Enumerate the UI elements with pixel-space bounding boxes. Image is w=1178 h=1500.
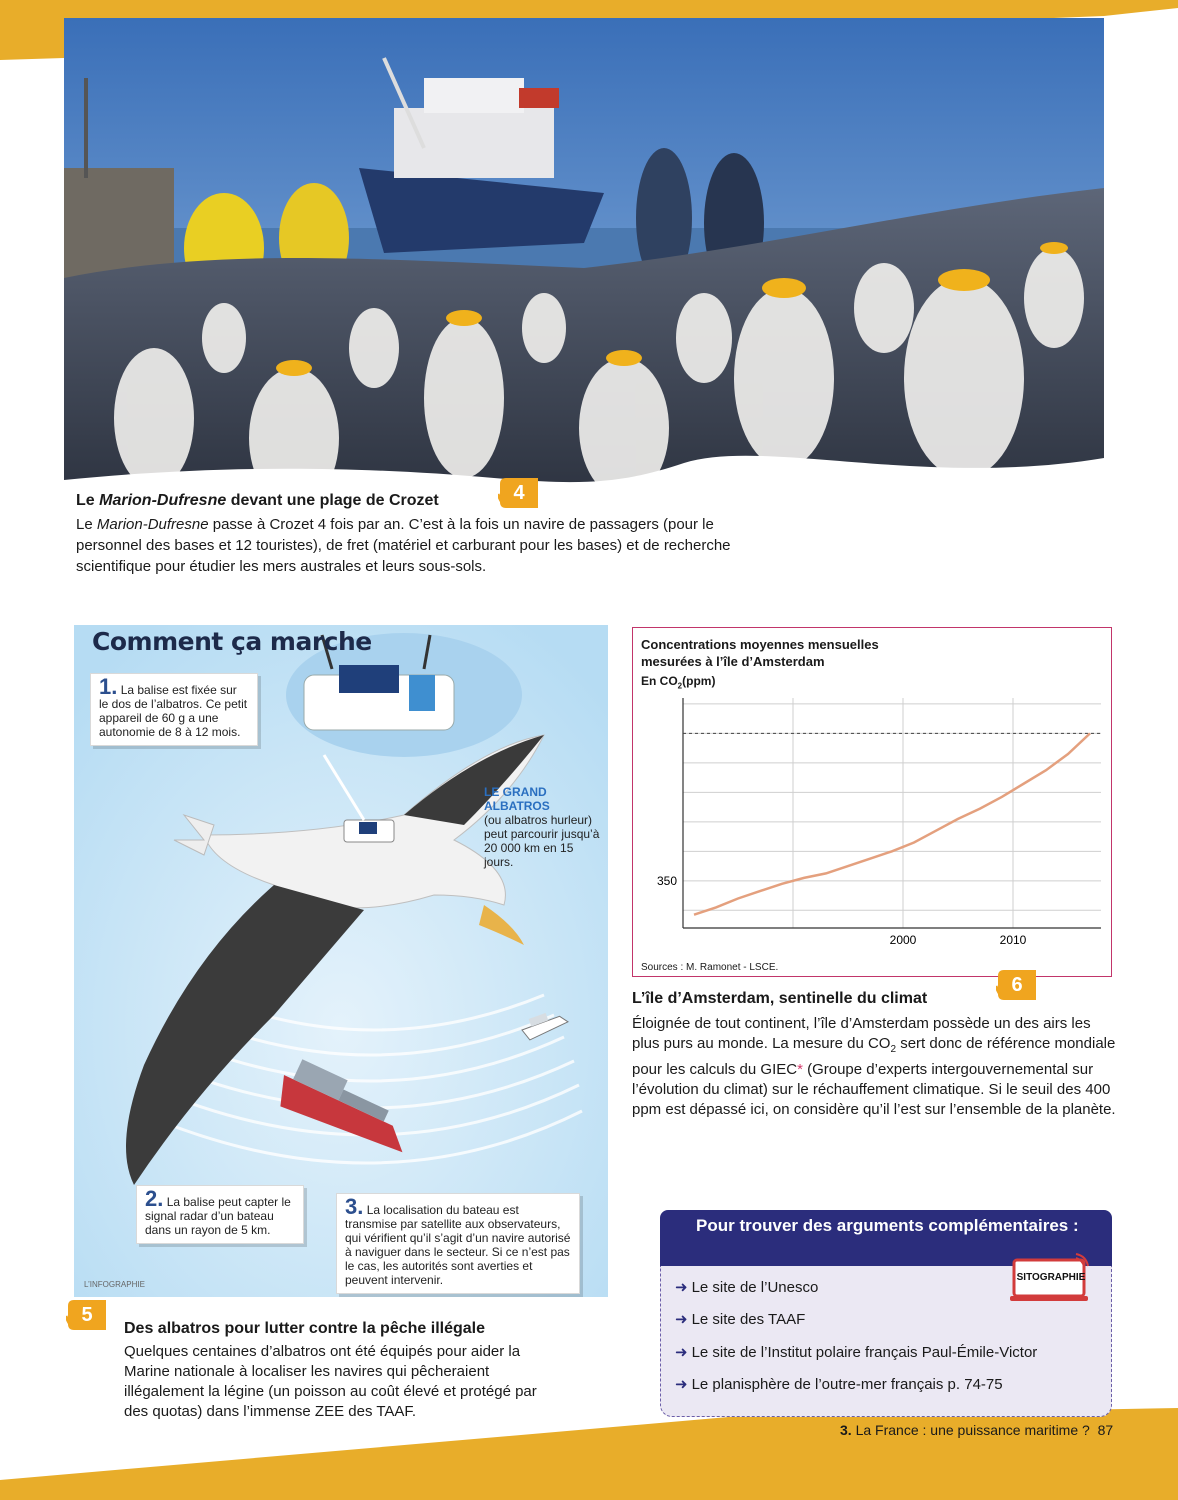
caption-6-body: Éloignée de tout continent, l’île d’Amsterdam possède un des airs les plus purs au monde. La mesure du $CO_2$ sert donc de référence mondiale pour les calculs du GIEC* (Groupe d’experts intergouvernemental sur l’évolution du climat) sur le réchauffement climatique. Si le seuil des 400 ppm est dépassé ici, on considère qu’il l’est sur l’ensemble de la planète.: [632, 1015, 1116, 1118]
infographic-credit: L’INFOGRAPHIE: [84, 1280, 145, 1289]
albatros-infographic: [74, 625, 608, 1297]
chapter-title: La France : une puissance maritime ?: [851, 1422, 1090, 1438]
sitography-box: [660, 1210, 1112, 1418]
caption-4-body: Le Marion-Dufresne passe à Crozet 4 fois par an. C’est à la fois un navire de passagers (pour le personnel des bases et 12 touristes), de fret (matériel et carburant pour les bases) et de recherche scientifique pour étudier les mers australes et leurs sous-sols.: [76, 516, 731, 575]
chapter-number: 3.: [840, 1422, 852, 1438]
sitography-link-taaf[interactable]: ➜ Le site des TAAF: [675, 1311, 806, 1328]
caption-document-4: [76, 492, 776, 577]
albatros-label: LE GRAND ALBATROS (ou albatros hurleur) peut parcourir jusqu’à 20 000 km en 15 jours.: [484, 785, 600, 869]
caption-4-title: Le Marion-Dufresne devant une plage de Crozet: [76, 492, 439, 509]
co2-chart: [632, 627, 1112, 977]
infographic-note-1: 1. La balise est fixée sur le dos de l’albatros. Ce petit appareil de 60 g a une autonomie de 8 à 12 mois.: [90, 673, 258, 746]
co2-series-line: [694, 733, 1090, 914]
infographic-note-2: 2. La balise peut capter le signal radar d’un bateau dans un rayon de 5 km.: [136, 1185, 304, 1244]
sitography-badge: SITOGRAPHIE: [1010, 1252, 1092, 1304]
caption-5-title: Des albatros pour lutter contre la pêche illégale: [124, 1320, 485, 1337]
caption-document-5: [124, 1320, 564, 1422]
infographic-title: Comment ça marche: [92, 627, 372, 656]
chart-title: Concentrations moyennes mensuelles mesurées à l’île d’Amsterdam: [641, 637, 879, 669]
document-number-4: 4: [513, 482, 525, 504]
chart-source: Sources : M. Ramonet - LSCE.: [641, 962, 779, 973]
caption-6-title: L’île d’Amsterdam, sentinelle du climat: [632, 990, 928, 1007]
sitography-link-unesco[interactable]: ➜ Le site de l’Unesco: [675, 1279, 819, 1296]
sitography-link-ipev[interactable]: ➜ Le site de l’Institut polaire français Paul-Émile-Victor: [675, 1344, 1038, 1361]
sitography-header: Pour trouver des arguments complémentaires :: [660, 1210, 1112, 1266]
page-footer: [840, 1422, 1113, 1438]
caption-document-6: [632, 990, 1122, 1120]
page-number: 87: [1097, 1422, 1114, 1438]
x-tick-label: 2000: [889, 933, 917, 947]
x-tick-label: 2010: [999, 933, 1027, 947]
chart-unit: En $CO_2(ppm)$: [641, 674, 716, 691]
photo-marion-dufresne-crozet: [64, 18, 1104, 498]
infographic-note-3: 3. La localisation du bateau est transmise par satellite aux observateurs, qui vérifient qu’il s’agit d’un navire autorisé à naviguer dans le secteur. Si ce n’est pas le cas, les autorités sont averties et peuvent intervenir.: [336, 1193, 580, 1294]
sitography-link-planisphere[interactable]: ➜ Le planisphère de l’outre-mer français p. 74-75: [675, 1376, 1003, 1393]
caption-5-body: Quelques centaines d’albatros ont été équipés pour aider la Marine nationale à localiser les navires qui pêcheraient illégalement la légine (un poisson au coût élevé et protégé par des quotas) dans l’immense ZEE des TAAF.: [124, 1343, 537, 1420]
document-number-6: 6: [1011, 974, 1023, 996]
chart-plot: [633, 628, 1111, 976]
document-number-badge-5: [66, 1298, 108, 1332]
document-number-5: 5: [81, 1304, 93, 1326]
y-tick-label: 350: [656, 873, 677, 888]
